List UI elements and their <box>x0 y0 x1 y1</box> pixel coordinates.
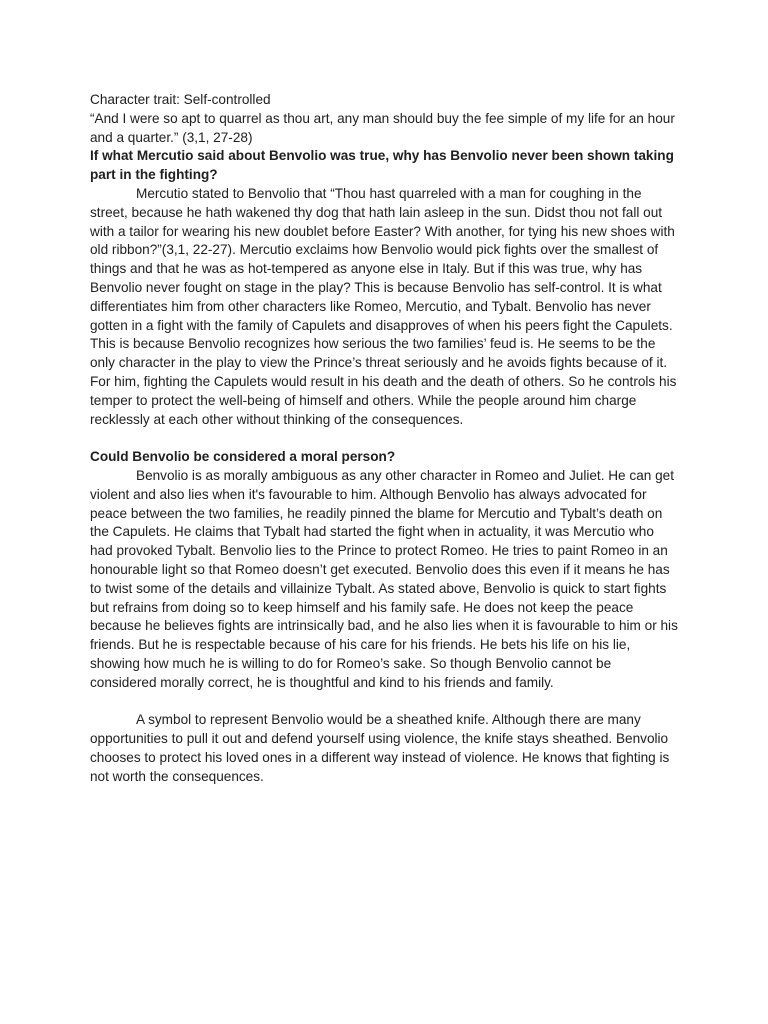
paragraph-spacer <box>90 693 678 712</box>
section1-body: Mercutio stated to Benvolio that “Thou hast quarreled with a man for coughing in the street, because he hath wakened thy dog that hath lain asleep in the sun. Didst thou not fall out with a tailor for wearing his new doublet before Easter? With another, for tying his new shoes with old ribbon?”(3,1, 22-27). Mercutio exclaims how Benvolio would pick fights over the smallest of things and that he was as hot-tempered as anyone else in Italy. But if this was true, why has Benvolio never fought on stage in the play? This is because Benvolio has self-control. It is what differentiates him from other characters like Romeo, Mercutio, and Tybalt. Benvolio has never gotten in a fight with the family of Capulets and disapproves of when his peers fight the Capulets. This is because Benvolio recognizes how serious the two families’ feud is. He seems to be the only character in the play to view the Prince’s threat seriously and he avoids fights because of it. For him, fighting the Capulets would result in his death and the death of others. So he controls his temper to protect the well-being of himself and others. While the people around him charge recklessly at each other without thinking of the consequences. <box>90 185 677 427</box>
paragraph-spacer <box>90 429 678 448</box>
character-trait-label: Character trait: Self-controlled <box>90 92 271 107</box>
section3-body: A symbol to represent Benvolio would be a sheathed knife. Although there are many opportunities to pull it out and defend yourself using violence, the knife stays sheathed. Benvolio chooses to protect his loved ones in a different way instead of violence. He knows that fighting is not worth the consequences. <box>90 712 670 784</box>
section2-body: Benvolio is as morally ambiguous as any other character in Romeo and Juliet. He can get violent and also lies when it's favourable to him. Although Benvolio has always advocated for peace between the two families, he readily pinned the blame for Mercutio and Tybalt’s death on the Capulets. He claims that Tybalt had started the fight when in actuality, it was Mercutio who had provoked Tybalt. Benvolio lies to the Prince to protect Romeo. He tries to paint Romeo in an honourable light so that Romeo doesn’t get executed. Benvolio does this even if it means he has to twist some of the details and villainize Tybalt. As stated above, Benvolio is quick to start fights but refrains from doing so to keep himself and his family safe. He does not keep the peace because he believes fights are intrinsically bad, and he also lies when it is favourable to him or his friends. But he is respectable because of his care for his friends. He bets his life on his lie, showing how much he is willing to do for Romeo’s sake. So though Benvolio cannot be considered morally correct, he is thoughtful and kind to his friends and family. <box>90 467 678 690</box>
section2-heading: Could Benvolio be considered a moral person? <box>90 449 396 465</box>
opening-quote: “And I were so apt to quarrel as thou art, any man should buy the fee simple of my life for an hour and a quarter.” (3,1, 27-28) <box>90 110 675 145</box>
section1-heading: If what Mercutio said about Benvolio was true, why has Benvolio never been shown taking part in the fighting? <box>90 148 674 183</box>
